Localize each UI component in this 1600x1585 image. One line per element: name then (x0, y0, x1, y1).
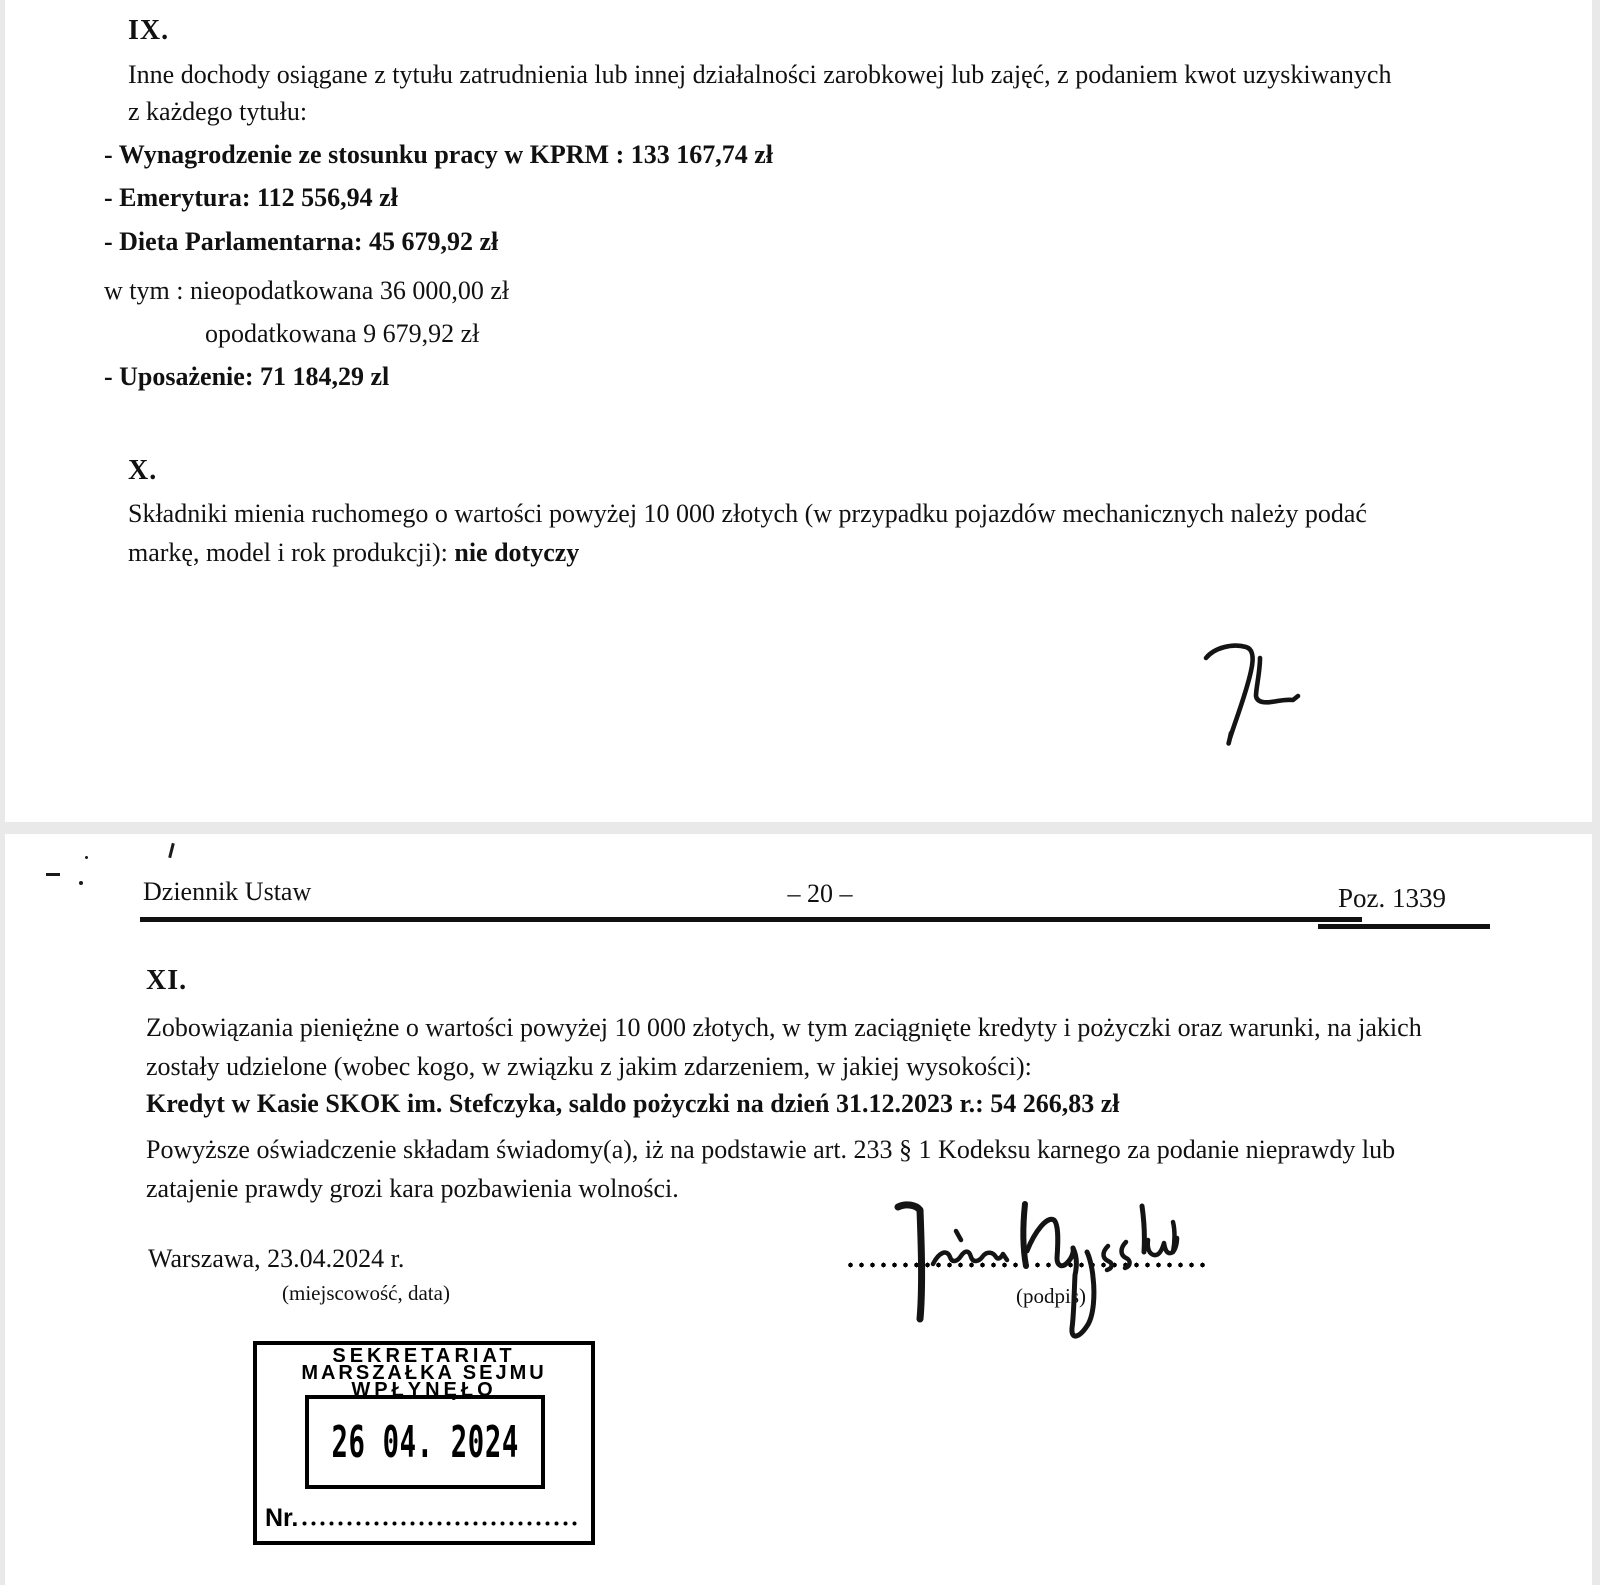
journal-position: Poz. 1339 (1338, 883, 1446, 913)
oath-line1: Powyższe oświadczenie składam świadomy(a), iż na podstawie art. 233 § 1 Kodeksu karnego za podanie nieprawdy lub (146, 1135, 1396, 1164)
oath-line2: zatajenie prawdy grozi kara pozbawienia wolności. (146, 1174, 679, 1203)
journal-header-rule (140, 917, 1362, 922)
section-ix-intro-line1: Inne dochody osiągane z tytułu zatrudnienia lub innej działalności zarobkowej lub zajęć, z podaniem kwot uzyskiwanych (128, 60, 1392, 89)
section-x-line2 (128, 538, 579, 568)
section-x-heading: X. (128, 455, 158, 486)
stamp-line-marshal-sejm: MARSZAŁKA SEJMU (301, 1362, 547, 1384)
income-item-pension: - Emerytura: 112 556,94 zł (104, 183, 398, 212)
stamp-line-secretariat: SEKRETARIAT (332, 1345, 516, 1367)
section-xi-intro-line1: Zobowiązania pieniężne o wartości powyżej 10 000 złotych, w tym zaciągnięte kredyty i pożyczki oraz warunki, na jakich (146, 1013, 1422, 1042)
credit-liability-line: Kredyt w Kasie SKOK im. Stefczyka, saldo pożyczki na dzień 31.12.2023 r.: 54 266,83 zł (146, 1089, 1120, 1118)
stamp-number-label: Nr. (265, 1504, 299, 1532)
secretariat-received-stamp (253, 1341, 595, 1545)
section-xi-intro-line2: zostały udzielone (wobec kogo, w związku z jakim zdarzeniem, w jakiej wysokości): (146, 1052, 1032, 1081)
income-item-untaxed: w tym : nieopodatkowana 36 000,00 zł (104, 276, 510, 305)
ink-speck (79, 881, 83, 885)
income-item-parliamentary-allowance: - Dieta Parlamentarna: 45 679,92 zł (104, 227, 499, 256)
place-date: Warszawa, 23.04.2024 r. (148, 1244, 405, 1273)
section-ix-intro-line2: z każdego tytułu: (128, 97, 308, 126)
ink-speck (46, 873, 60, 876)
stamp-date: 26 04. 2024 (331, 1416, 519, 1468)
journal-title: Dziennik Ustaw (143, 877, 312, 906)
income-item-salary: - Wynagrodzenie ze stosunku pracy w KPRM : 133 167,74 zł (104, 140, 773, 169)
section-ix-heading: IX. (128, 15, 170, 46)
income-item-taxed: opodatkowana 9 679,92 zł (205, 319, 480, 348)
stamp-number-dotted-line (300, 1521, 579, 1526)
ink-speck (85, 856, 88, 859)
income-item-remuneration: - Uposażenie: 71 184,29 zl (104, 362, 390, 391)
section-x-answer: nie dotyczy (454, 538, 580, 567)
place-date-caption: (miejscowość, data) (282, 1281, 450, 1305)
section-x-line2-text: markę, model i rok produkcji): (128, 538, 455, 567)
section-x-line1: Składniki mienia ruchomego o wartości powyżej 10 000 złotych (w przypadku pojazdów mechanicznych należy podać (128, 499, 1367, 528)
signature-caption: (podpis) (1016, 1284, 1086, 1308)
section-xi-heading: XI. (146, 965, 188, 996)
page-2-sheet (5, 834, 1592, 1585)
stamp-number-row (265, 1505, 581, 1531)
signature-initials-drawing (1172, 620, 1307, 770)
stamp-date-box (305, 1395, 545, 1489)
journal-page-number: – 20 – (787, 879, 853, 908)
journal-position-underline (1318, 924, 1490, 929)
stamp-line-received: WPŁYNĘŁO (351, 1379, 497, 1401)
handwritten-signature-drawing (855, 1178, 1185, 1353)
